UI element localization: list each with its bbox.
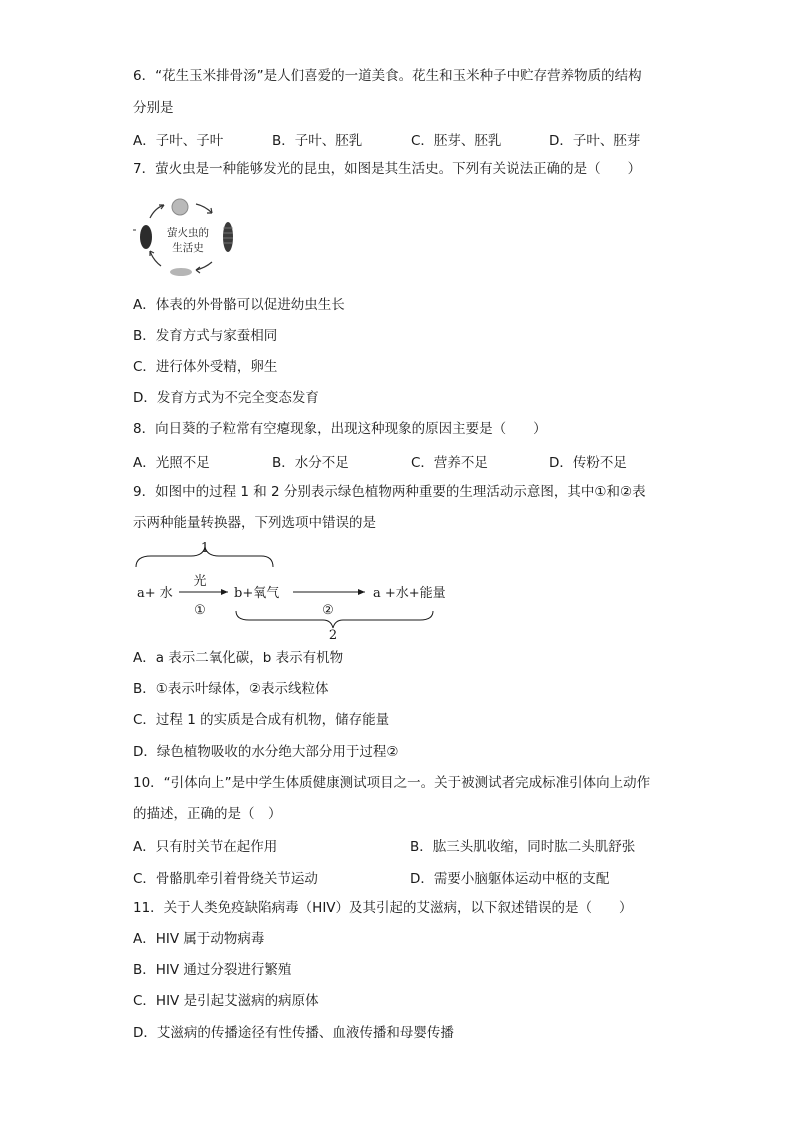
q6-option-d: D．子叶、胚芽	[549, 133, 641, 149]
q10-options-row1	[0, 835, 794, 855]
q8-option-c: C．营养不足	[411, 455, 488, 471]
left-term: a+ 水	[137, 586, 173, 601]
q9-stem-line2: 示两种能量转换器，下列选项中错误的是	[133, 515, 376, 531]
middle-term: b+氧气	[234, 586, 280, 601]
q8-stem: 8．向日葵的子粒常有空瘪现象，出现这种现象的原因主要是（ ）	[133, 421, 547, 437]
q11-option-b: B．HIV 通过分裂进行繁殖	[133, 962, 292, 978]
q11-option-a: A．HIV 属于动物病毒	[133, 931, 265, 947]
brace-label-2: 2	[328, 628, 338, 643]
q10-option-c: C．骨骼肌牵引着骨绕关节运动	[133, 871, 318, 887]
adult-firefly-icon	[140, 225, 152, 249]
q6-options	[0, 129, 794, 149]
q10-option-d: D．需要小脑躯体运动中枢的支配	[410, 871, 610, 887]
arrow1-number-label: ①	[194, 603, 206, 618]
q10-option-a: A．只有肘关节在起作用	[133, 839, 278, 855]
q9-option-d: D．绿色植物吸收的水分绝大部分用于过程②	[133, 744, 399, 760]
q11-option-c: C．HIV 是引起艾滋病的病原体	[133, 993, 319, 1009]
photosynthesis-respiration-diagram	[133, 535, 463, 645]
q8-options	[0, 451, 794, 471]
q9-stem-line1: 9．如图中的过程 1 和 2 分别表示绿色植物两种重要的生理活动示意图，其中①和②表	[133, 484, 646, 500]
figure-label-line1: 萤火虫的	[167, 227, 209, 239]
q6-stem-line1: 6．“花生玉米排骨汤”是人们喜爱的一道美食。花生和玉米种子中贮存营养物质的结构	[133, 68, 642, 84]
q9-option-a: A．a 表示二氧化碳，b 表示有机物	[133, 650, 344, 666]
q10-stem-line1: 10．“引体向上”是中学生体质健康测试项目之一。关于被测试者完成标准引体向上动作	[133, 775, 651, 791]
q10-option-b: B．肱三头肌收缩，同时肱二头肌舒张	[410, 839, 636, 855]
right-term: a +水+能量	[373, 586, 446, 601]
q9-option-b: B．①表示叶绿体，②表示线粒体	[133, 681, 329, 697]
q7-option-a: A．体表的外骨骼可以促进幼虫生长	[133, 297, 345, 313]
larva-icon	[223, 222, 233, 252]
firefly-life-cycle-figure	[133, 196, 243, 278]
q10-stem-line2: 的描述，正确的是（ ）	[133, 806, 282, 822]
q6-option-b: B．子叶、胚乳	[272, 133, 363, 149]
arrow1-light-label: 光	[193, 574, 207, 589]
q8-option-d: D．传粉不足	[549, 455, 627, 471]
q11-stem: 11．关于人类免疫缺陷病毒（HIV）及其引起的艾滋病，以下叙述错误的是（ ）	[133, 900, 633, 916]
arrow2-number-label: ②	[322, 603, 334, 618]
q9-option-c: C．过程 1 的实质是合成有机物，储存能量	[133, 712, 390, 728]
q7-option-c: C．进行体外受精，卵生	[133, 359, 278, 375]
q8-option-b: B．水分不足	[272, 455, 349, 471]
q7-option-b: B．发育方式与家蚕相同	[133, 328, 278, 344]
q7-option-d: D．发育方式为不完全变态发育	[133, 390, 319, 406]
q6-option-c: C．胚芽、胚乳	[411, 133, 502, 149]
brace-label-1: 1	[200, 541, 210, 556]
q7-stem: 7．萤火虫是一种能够发光的昆虫，如图是其生活史。下列有关说法正确的是（ ）	[133, 161, 642, 177]
q8-option-a: A．光照不足	[133, 455, 210, 471]
bottom-brace	[236, 611, 433, 628]
q11-option-d: D．艾滋病的传播途径有性传播、血液传播和母婴传播	[133, 1025, 454, 1041]
figure-label-line2: 生活史	[172, 242, 204, 254]
q6-stem-line2: 分别是	[133, 100, 174, 116]
q6-option-a: A．子叶、子叶	[133, 133, 224, 149]
egg-icon	[172, 199, 188, 215]
pupa-icon	[170, 268, 192, 276]
q10-options-row2	[0, 867, 794, 887]
